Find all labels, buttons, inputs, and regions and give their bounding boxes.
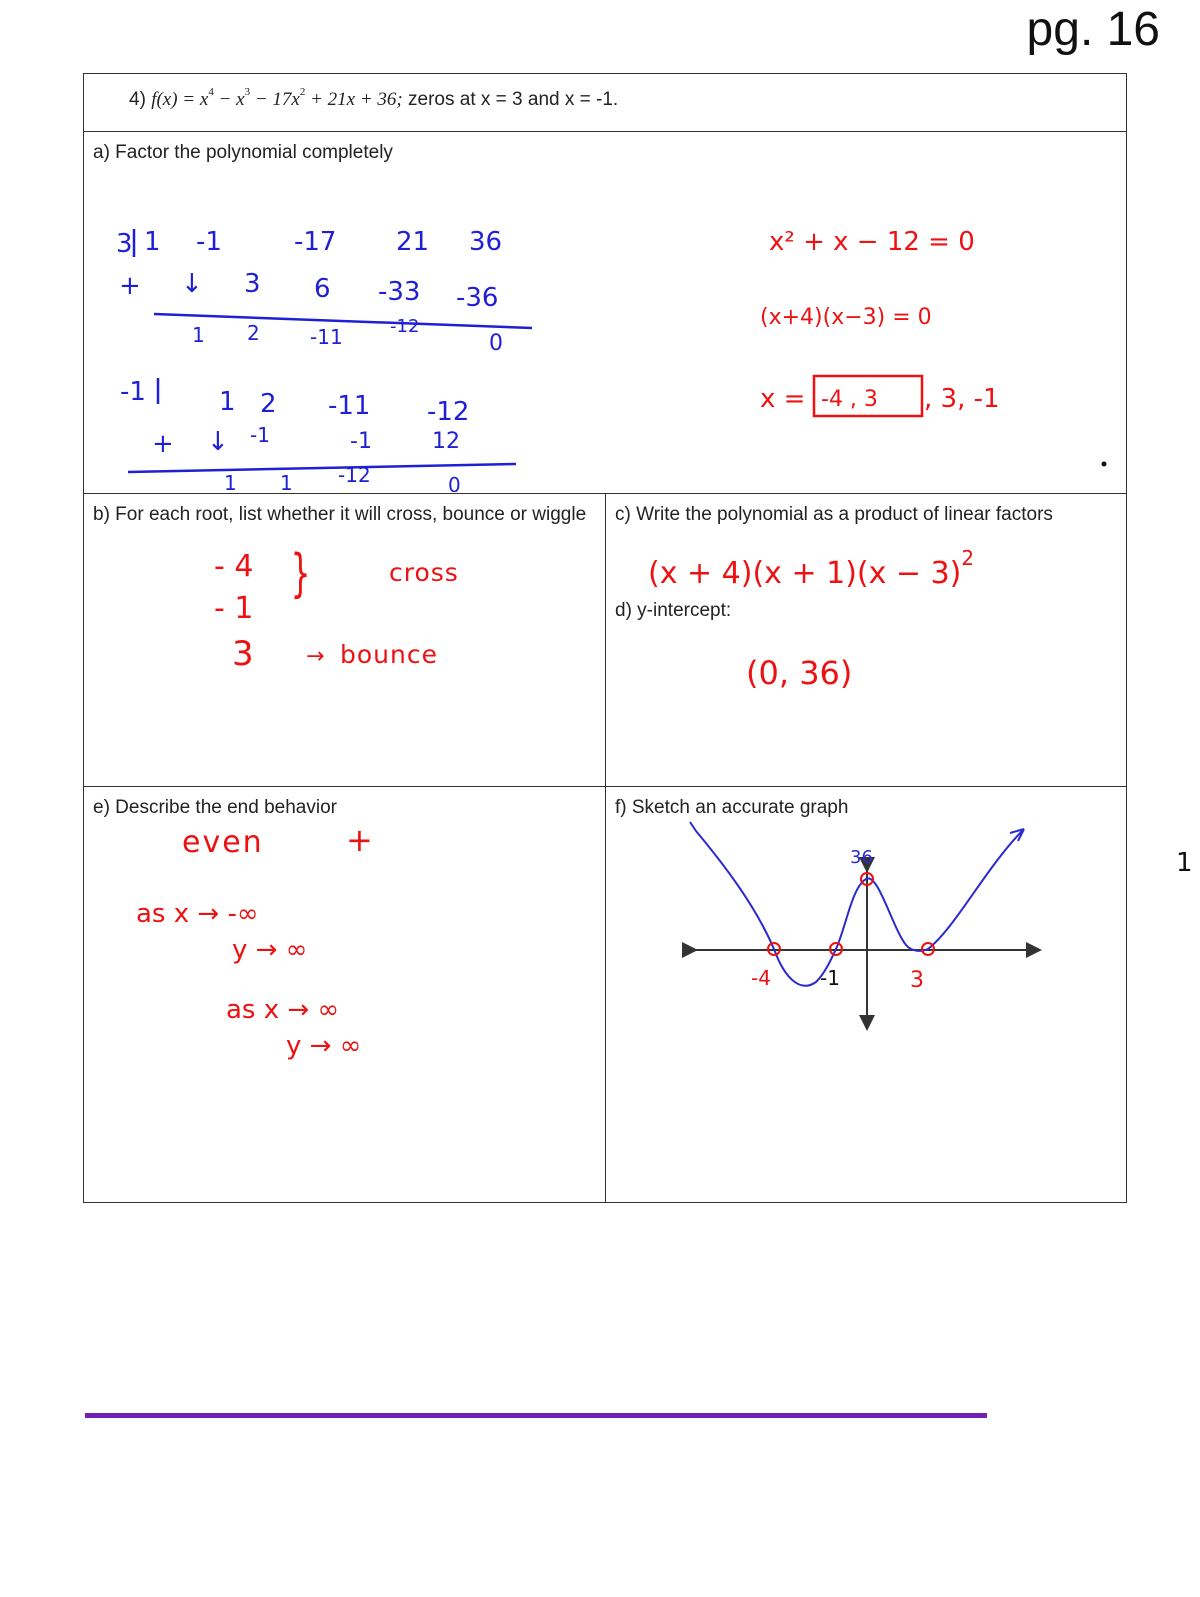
solutions-rest: , 3, -1 <box>924 384 1000 414</box>
svg-text:1: 1 <box>192 323 205 347</box>
svg-text:36: 36 <box>469 227 503 257</box>
problem-statement <box>129 86 618 111</box>
zeros-text: zeros at x = 3 and x = -1. <box>402 89 619 110</box>
svg-text:1: 1 <box>280 471 293 492</box>
svg-text:-33: -33 <box>378 277 421 307</box>
right-end-x: as x → ∞ <box>226 995 340 1025</box>
division1-divisor: 3 <box>116 229 133 259</box>
degree-even: even <box>182 825 264 860</box>
purple-divider <box>85 1413 987 1418</box>
part-c-cell <box>606 494 1126 787</box>
left-end-y: y → ∞ <box>232 935 308 965</box>
part-e-label: e) Describe the end behavior <box>93 797 337 818</box>
svg-text:-12: -12 <box>427 397 470 427</box>
svg-text:-17: -17 <box>294 227 337 257</box>
svg-text:-1: -1 <box>196 227 222 257</box>
root-label-3: 3 <box>910 968 924 993</box>
svg-text:21: 21 <box>396 227 430 257</box>
svg-text:3: 3 <box>244 269 261 299</box>
part-b-label: b) For each root, list whether it will cross, bounce or wiggle <box>93 504 587 525</box>
svg-text:1: 1 <box>144 227 161 257</box>
svg-text:-12: -12 <box>390 316 420 337</box>
svg-text:+: + <box>119 271 141 301</box>
graph-sketch <box>606 787 1124 1197</box>
margin-mark: 1 <box>1176 848 1193 878</box>
part-c-label: c) Write the polynomial as a product of linear factors <box>615 504 1053 525</box>
root-three: 3 <box>232 634 254 674</box>
part-a-label: a) Factor the polynomial completely <box>93 142 393 163</box>
part-f-cell <box>606 787 1126 1202</box>
cross-label: cross <box>389 558 459 587</box>
root-label-neg1: -1 <box>820 966 840 990</box>
svg-text:+: + <box>152 429 174 459</box>
quadratic-equation: x² + x − 12 = 0 <box>769 227 975 257</box>
svg-text:-1: -1 <box>350 429 372 454</box>
svg-text:2: 2 <box>247 321 260 345</box>
root-negative-one: - 1 <box>214 591 254 626</box>
bounce-label: bounce <box>340 640 438 669</box>
root-brace: } <box>290 544 311 604</box>
synthetic-division-work <box>84 132 1124 492</box>
svg-text:1: 1 <box>224 471 237 492</box>
part-e-cell <box>84 787 606 1202</box>
problem-header <box>84 74 1126 132</box>
page-number: pg. 16 <box>1026 3 1160 56</box>
solutions-prefix: x = <box>760 384 806 414</box>
svg-text:6: 6 <box>314 274 331 304</box>
boxed-solutions: -4 , 3 <box>821 387 878 412</box>
factored-quadratic: (x+4)(x−3) = 0 <box>760 305 932 330</box>
part-a-cell <box>84 132 1126 494</box>
part-b-cell <box>84 494 606 787</box>
root-negative-four: - 4 <box>214 549 254 584</box>
svg-text:-11: -11 <box>310 325 343 349</box>
y-intercept-label: 36 <box>850 847 873 868</box>
svg-text:-12: -12 <box>338 463 371 487</box>
left-end-x: as x → -∞ <box>136 899 259 929</box>
part-f-label: f) Sketch an accurate graph <box>615 797 849 818</box>
leading-positive: + <box>346 821 373 859</box>
svg-text:-1: -1 <box>250 423 270 447</box>
svg-text:1: 1 <box>219 387 236 417</box>
y-intercept-answer: (0, 36) <box>746 654 853 692</box>
svg-text:0: 0 <box>489 331 503 356</box>
svg-text:-11: -11 <box>328 391 371 421</box>
svg-text:↓: ↓ <box>181 269 203 299</box>
svg-text:0: 0 <box>448 473 461 492</box>
root-label-neg4: -4 <box>751 966 771 990</box>
right-end-y: y → ∞ <box>286 1031 362 1061</box>
division2-divisor: -1 <box>120 377 146 407</box>
svg-text:-36: -36 <box>456 283 499 313</box>
bounce-arrow: → <box>306 644 325 669</box>
worksheet-table <box>83 73 1127 1203</box>
function-expression: $f(x) = x^4 - x^3 - 17x^2 + 21x + 36$; <box>151 86 403 110</box>
problem-number: 4) <box>129 89 146 110</box>
svg-text:2: 2 <box>260 389 277 419</box>
svg-text:12: 12 <box>432 429 460 454</box>
part-d-label: d) y-intercept: <box>615 600 732 621</box>
svg-text:↓: ↓ <box>207 427 229 457</box>
linear-factors-answer: $(x + 4)(x + 1)(x - 3)^2$ <box>648 546 975 591</box>
